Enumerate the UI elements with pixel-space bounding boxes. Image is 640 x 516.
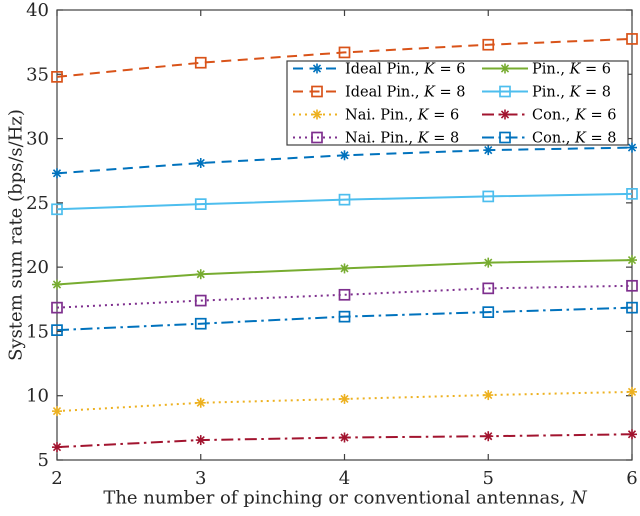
marker-ideal-pin-k-6	[483, 145, 493, 155]
x-axis-label	[103, 488, 586, 509]
legend-label-pin-k-6: Pin., K = 6	[532, 61, 611, 78]
y-tick-label: 5	[37, 450, 49, 471]
marker-con-k-6	[196, 435, 206, 445]
y-axis-label: System sum rate (bps/s/Hz)	[5, 109, 27, 361]
y-tick-label: 30	[26, 128, 49, 150]
marker-nai-pin-k-8	[340, 290, 350, 300]
marker-legend-ideal-pin-k-6	[312, 64, 322, 74]
x-axis-label-text: The number of pinching or conventional antennas,	[103, 487, 571, 509]
y-tick-label: 10	[26, 385, 49, 407]
marker-ideal-pin-k-6	[340, 150, 350, 160]
legend-label-ideal-pin-k-6: Ideal Pin., K = 6	[345, 61, 466, 78]
marker-con-k-6	[483, 431, 493, 441]
legend-label-pin-k-8: Pin., K = 8	[532, 84, 611, 101]
marker-ideal-pin-k-6	[52, 168, 62, 178]
marker-legend-con-k-6	[500, 110, 510, 120]
legend-label-nai-pin-k-8: Nai. Pin., K = 8	[345, 130, 460, 147]
y-tick-label: 25	[26, 192, 49, 214]
marker-legend-nai-pin-k-6	[312, 110, 322, 120]
marker-nai-pin-k-6	[627, 387, 637, 397]
y-tick-label: 35	[26, 64, 49, 86]
legend-label-con-k-8: Con., K = 8	[532, 130, 617, 147]
y-tick-label: 15	[26, 321, 49, 343]
legend-label-con-k-6: Con., K = 6	[532, 107, 617, 124]
marker-con-k-6	[627, 429, 637, 439]
marker-pin-k-6	[627, 255, 637, 265]
marker-con-k-6	[340, 433, 350, 443]
marker-ideal-pin-k-6	[196, 158, 206, 168]
x-tick-label: 2	[51, 468, 63, 489]
marker-nai-pin-k-8	[483, 283, 493, 293]
marker-nai-pin-k-6	[52, 406, 62, 416]
y-tick-label: 20	[26, 257, 49, 279]
marker-con-k-6	[52, 442, 62, 452]
series-line-pin-k-8	[57, 194, 632, 209]
x-axis-label-variable: N	[570, 487, 587, 509]
marker-pin-k-6	[483, 258, 493, 268]
marker-nai-pin-k-6	[340, 394, 350, 404]
legend-label-ideal-pin-k-8: Ideal Pin., K = 8	[345, 84, 466, 101]
legend-label-nai-pin-k-6: Nai. Pin., K = 6	[345, 107, 460, 124]
marker-nai-pin-k-6	[483, 390, 493, 400]
marker-pin-k-6	[52, 280, 62, 290]
marker-nai-pin-k-6	[196, 398, 206, 408]
x-tick-label: 4	[338, 468, 351, 489]
x-tick-label: 3	[195, 468, 207, 489]
y-tick-label: 40	[26, 0, 49, 21]
x-tick-label: 5	[482, 468, 494, 489]
marker-pin-k-6	[340, 263, 350, 273]
marker-pin-k-6	[196, 269, 206, 279]
x-tick-label: 6	[626, 468, 638, 489]
marker-nai-pin-k-8	[196, 296, 206, 306]
marker-legend-pin-k-6	[500, 64, 510, 74]
